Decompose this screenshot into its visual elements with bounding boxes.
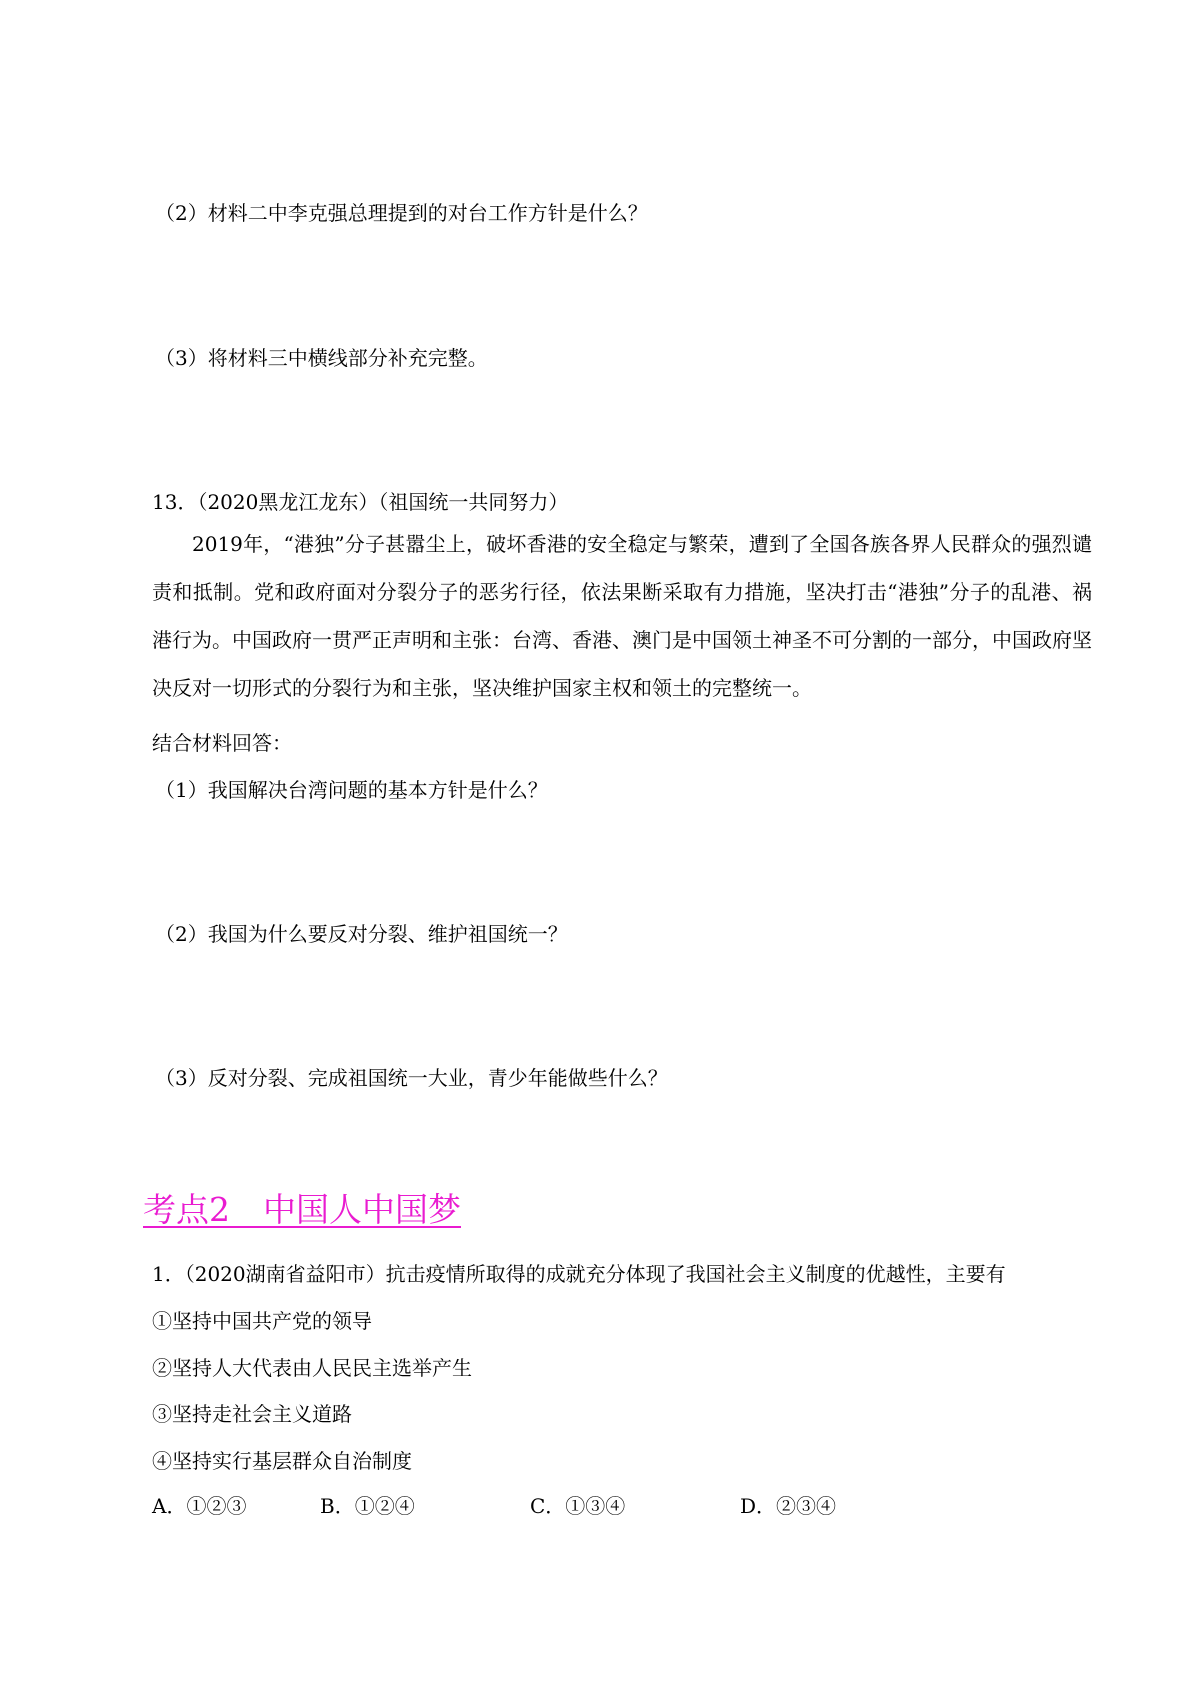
section-heading: 考点2 中国人中国梦	[143, 1190, 461, 1229]
q1-option-a: A．①②③	[152, 1494, 247, 1518]
q1-stem: 1．（2020湖南省益阳市）抗击疫情所取得的成就充分体现了我国社会主义制度的优越性，主要有	[152, 1262, 1006, 1286]
q1-statement-2: ②坚持人大代表由人民民主选举产生	[152, 1356, 472, 1380]
q1-statement-4: ④坚持实行基层群众自治制度	[152, 1449, 412, 1473]
q13-sub-question-2: （2）我国为什么要反对分裂、维护祖国统一？	[155, 922, 568, 946]
q13-prompt: 结合材料回答：	[152, 731, 292, 755]
q1-option-d: D．②③④	[740, 1494, 837, 1518]
q13-material-paragraph: 2019年，“港独”分子甚嚣尘上，破坏香港的安全稳定与繁荣，遭到了全国各族各界人民群众的强烈谴责和抵制。党和政府面对分裂分子的恶劣行径，依法果断采取有力措施，坚决打击“港独”分子的乱港、祸港行为。中国政府一贯严正声明和主张：台湾、香港、澳门是中国领土神圣不可分割的一部分，中国政府坚决反对一切形式的分裂行为和主张，坚决维护国家主权和领土的完整统一。	[152, 532, 1092, 700]
q1-option-c: C．①③④	[530, 1494, 626, 1518]
q12-sub-question-2: （2）材料二中李克强总理提到的对台工作方针是什么？	[155, 201, 648, 225]
q1-option-b: B．①②④	[320, 1494, 415, 1518]
q1-statement-1: ①坚持中国共产党的领导	[152, 1309, 372, 1333]
q13-header: 13．（2020黑龙江龙东）（祖国统一共同努力）	[152, 490, 569, 514]
q1-statement-3: ③坚持走社会主义道路	[152, 1402, 352, 1426]
q13-sub-question-3: （3）反对分裂、完成祖国统一大业，青少年能做些什么？	[155, 1066, 668, 1090]
q13-sub-question-1: （1）我国解决台湾问题的基本方针是什么？	[155, 778, 548, 802]
q12-sub-question-3: （3）将材料三中横线部分补充完整。	[155, 346, 488, 370]
